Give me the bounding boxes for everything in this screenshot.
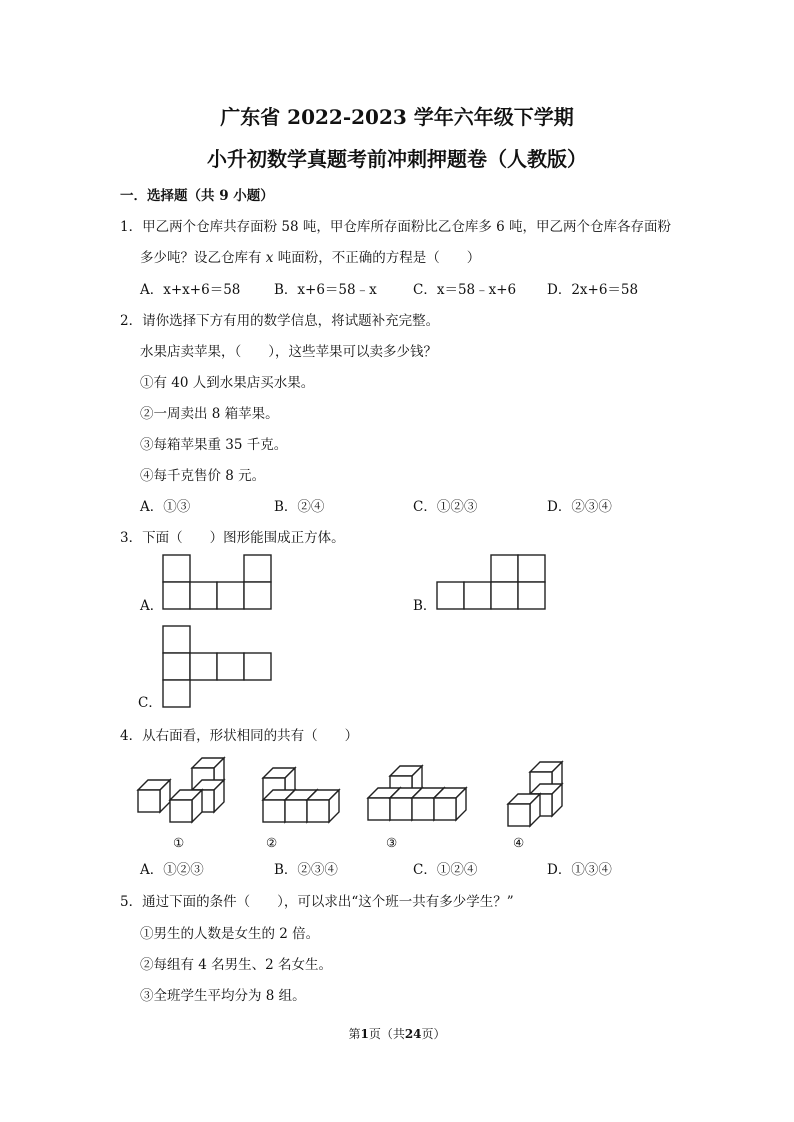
cube-block [434,788,466,820]
q1-line2: 多少吨？设乙仓库有 x 吨面粉，不正确的方程是（ ） [140,250,481,266]
cube-block [138,780,170,812]
q1-option-d[interactable]: D．2x+6＝58 [547,282,639,298]
cube-block [508,794,540,826]
q4-option-a[interactable]: A．①②③ [140,862,204,878]
q3-label-a[interactable]: A． [140,598,164,614]
cube-block [170,790,202,822]
q2-info-3: ③每箱苹果重 35 千克。 [140,437,288,453]
q1-option-a[interactable]: A．x+x+6＝58 [140,282,241,298]
q2-option-b[interactable]: B．②④ [274,499,325,515]
q2-info-4: ④每千克售价 8 元。 [140,468,266,484]
q2-option-d[interactable]: D．②③④ [547,499,612,515]
q3-label-c[interactable]: C． [138,695,162,711]
q5-info-3: ③全班学生平均分为 8 组。 [140,988,306,1004]
q4-fig-label-4: ④ [513,835,525,850]
q2-info-1: ①有 40 人到水果店买水果。 [140,375,315,391]
q4-line1: 4．从右面看，形状相同的共有（ ） [120,728,359,744]
q5-info-1: ①男生的人数是女生的 2 倍。 [140,926,320,942]
q2-line2: 水果店卖苹果，（ ），这些苹果可以卖多少钱？ [140,344,437,360]
q4-fig-label-3: ③ [386,835,398,850]
q4-option-d[interactable]: D．①③④ [547,862,612,878]
q4-block-figures [130,748,580,838]
q4-option-b[interactable]: B．②③④ [274,862,338,878]
q4-fig-label-2: ② [266,835,278,850]
section-heading: 一．选择题（共 9 小题） [120,188,274,204]
q2-option-a[interactable]: A．①③ [140,499,191,515]
q5-info-2: ②每组有 4 名男生、2 名女生。 [140,957,333,973]
q3-net-b-figure [434,552,549,612]
q1-option-c[interactable]: C．x＝58﹣x+6 [413,282,517,298]
q1-option-b[interactable]: B．x+6＝58﹣x [274,282,377,298]
cube-block [307,790,339,822]
q4-fig-label-1: ① [173,835,185,850]
q3-label-b[interactable]: B． [413,598,437,614]
q2-line1: 2．请你选择下方有用的数学信息，将试题补充完整。 [120,313,440,329]
doc-title-line1: 广东省 2022-2023 学年六年级下学期 [220,105,574,129]
q2-option-c[interactable]: C．①②③ [413,499,478,515]
page-footer: 第1页（共24页） [348,1027,446,1041]
q3-line1: 3．下面（ ）图形能围成正方体。 [120,530,345,546]
q3-net-c-figure [160,623,275,709]
q3-net-a-figure [160,552,275,612]
q5-line1: 5．通过下面的条件（ ），可以求出“这个班一共有多少学生？” [120,894,514,910]
doc-title-line2: 小升初数学真题考前冲刺押题卷（人教版） [207,147,587,171]
q1-line1: 1．甲乙两个仓库共存面粉 58 吨，甲仓库所存面粉比乙仓库多 6 吨，甲乙两个仓库各存面粉 [120,219,672,235]
q2-info-2: ②一周卖出 8 箱苹果。 [140,406,279,422]
q4-option-c[interactable]: C．①②④ [413,862,478,878]
